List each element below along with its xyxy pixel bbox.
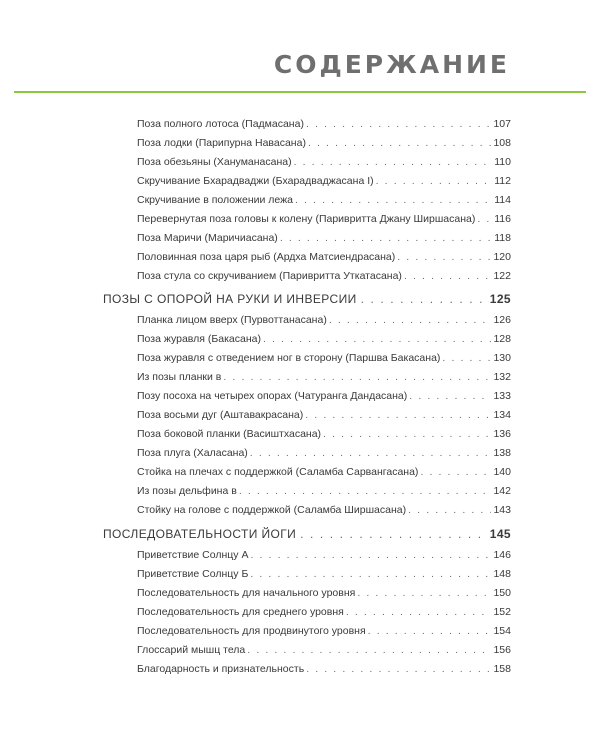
toc-entry-page: 128: [493, 333, 511, 345]
toc-section-heading[interactable]: [103, 292, 511, 306]
toc-entry-page: 112: [494, 175, 511, 187]
toc-entry[interactable]: [137, 663, 511, 675]
toc-entry[interactable]: [137, 568, 511, 580]
toc-entry[interactable]: [137, 466, 511, 478]
dot-leader: [300, 527, 486, 541]
dot-leader: [250, 568, 491, 580]
toc-entry-page: 120: [493, 251, 511, 263]
toc-section-heading[interactable]: [103, 527, 511, 541]
dot-leader: [223, 371, 491, 383]
dot-leader: [346, 606, 492, 618]
toc-entry-page: 143: [493, 504, 511, 516]
toc-entry-title: Поза журавля с отведением ног в сторону (Паршва Бакасана): [137, 352, 441, 364]
title-underline: [14, 91, 586, 93]
toc-entry[interactable]: [137, 333, 511, 345]
dot-leader: [368, 625, 492, 637]
toc-entry-title: Приветствие Солнцу Б: [137, 568, 249, 580]
dot-leader: [442, 352, 491, 364]
toc-entry-title: Из позы дельфина в: [137, 485, 237, 497]
dot-leader: [306, 663, 491, 675]
toc-entry-page: 133: [493, 390, 511, 402]
toc-entry-page: 114: [494, 194, 511, 206]
toc-entry-page: 150: [493, 587, 511, 599]
toc-entry-page: 154: [493, 625, 511, 637]
dot-leader: [250, 447, 492, 459]
toc-entry-page: 122: [493, 270, 511, 282]
toc-entry-page: 138: [493, 447, 511, 459]
dot-leader: [376, 175, 493, 187]
toc-entry[interactable]: [137, 270, 511, 282]
toc-entry-title: Скручивание в положении лежа: [137, 194, 293, 206]
toc-entry[interactable]: [137, 644, 511, 656]
toc-entry-title: Поза обезьяны (Хануманасана): [137, 156, 292, 168]
toc-entry[interactable]: [137, 232, 511, 244]
toc-entry-title: Перевернутая поза головы к колену (Паривритта Джану Ширшасана): [137, 213, 476, 225]
toc-entry[interactable]: [137, 156, 511, 168]
toc-entry-page: 134: [493, 409, 511, 421]
dot-leader: [477, 213, 492, 225]
dot-leader: [250, 549, 491, 561]
dot-leader: [306, 118, 492, 130]
toc-entry-title: Позу посоха на четырех опорах (Чатуранга Дандасана): [137, 390, 408, 402]
dot-leader: [361, 292, 486, 306]
dot-leader: [323, 428, 491, 440]
toc-entry-title: Поза лодки (Парипурна Навасана): [137, 137, 306, 149]
dot-leader: [408, 504, 491, 516]
toc-entry[interactable]: [137, 428, 511, 440]
toc-entry[interactable]: [137, 194, 511, 206]
toc-entry-title: Поза боковой планки (Васиштхасана): [137, 428, 322, 440]
toc-entry[interactable]: [137, 213, 511, 225]
toc-entry[interactable]: [137, 251, 511, 263]
toc-entry-title: Поза стула со скручиванием (Паривритта Уткатасана): [137, 270, 402, 282]
toc-entry-page: 107: [493, 118, 511, 130]
toc-entry[interactable]: [137, 371, 511, 383]
toc-entry[interactable]: [137, 137, 511, 149]
toc-entry-title: Поза плуга (Халасана): [137, 447, 248, 459]
toc-entry-page: 142: [493, 485, 511, 497]
dot-leader: [357, 587, 491, 599]
section-heading-title: ПОСЛЕДОВАТЕЛЬНОСТИ ЙОГИ: [103, 527, 297, 541]
toc-entry-title: Поза Маричи (Маричиасана): [137, 232, 278, 244]
toc-entry[interactable]: [137, 118, 511, 130]
toc-entry-title: Поза полного лотоса (Падмасана): [137, 118, 304, 130]
toc-entry[interactable]: [137, 485, 511, 497]
toc-entry-page: 136: [493, 428, 511, 440]
section-heading-page: 145: [489, 527, 511, 541]
toc-entry-title: Поза восьми дуг (Аштавакрасана): [137, 409, 304, 421]
dot-leader: [420, 466, 491, 478]
toc-entry[interactable]: [137, 587, 511, 599]
page-title: СОДЕРЖАНИЕ: [273, 50, 510, 79]
dot-leader: [295, 194, 492, 206]
toc-entry-page: 110: [494, 156, 511, 168]
toc-entry[interactable]: [137, 314, 511, 326]
toc-entry-title: Стойку на голове с поддержкой (Саламба Ширшасана): [137, 504, 407, 516]
toc-entry[interactable]: [137, 606, 511, 618]
toc-entry-page: 152: [493, 606, 511, 618]
toc-entry-title: Скручивание Бхарадваджи (Бхарадваджасана I): [137, 175, 374, 187]
toc-entry-page: 132: [493, 371, 511, 383]
dot-leader: [247, 644, 491, 656]
dot-leader: [280, 232, 492, 244]
toc-entry-page: 158: [493, 663, 511, 675]
toc-entry-title: Приветствие Солнцу А: [137, 549, 249, 561]
toc-entry-page: 146: [493, 549, 511, 561]
toc-entry-title: Благодарность и признательность: [137, 663, 305, 675]
toc-entry-page: 116: [494, 213, 511, 225]
toc-entry-title: Последовательность для продвинутого уровня: [137, 625, 366, 637]
dot-leader: [409, 390, 491, 402]
toc-entry-title: Последовательность для начального уровня: [137, 587, 356, 599]
dot-leader: [305, 409, 491, 421]
toc-entry[interactable]: [137, 504, 511, 516]
dot-leader: [404, 270, 492, 282]
dot-leader: [294, 156, 493, 168]
section-heading-page: 125: [489, 292, 511, 306]
dot-leader: [308, 137, 492, 149]
toc-entry-title: Стойка на плечах с поддержкой (Саламба Сарвангасана): [137, 466, 419, 478]
toc-entry-page: 148: [493, 568, 511, 580]
dot-leader: [239, 485, 492, 497]
toc-entry[interactable]: [137, 390, 511, 402]
toc-entry-page: 130: [493, 352, 511, 364]
toc-entry-page: 118: [494, 232, 511, 244]
toc-entry[interactable]: [137, 175, 511, 187]
toc-entry-title: Поза журавля (Бакасана): [137, 333, 261, 345]
toc-entry[interactable]: [137, 352, 511, 364]
toc-entry[interactable]: [137, 549, 511, 561]
toc-entry-title: Планка лицом вверх (Пурвоттанасана): [137, 314, 327, 326]
dot-leader: [329, 314, 492, 326]
toc-entry-page: 126: [493, 314, 511, 326]
dot-leader: [397, 251, 491, 263]
toc-entry-page: 108: [493, 137, 511, 149]
toc-entry-page: 156: [493, 644, 511, 656]
toc-entry[interactable]: [137, 409, 511, 421]
toc-entry-title: Половинная поза царя рыб (Ардха Матсиендрасана): [137, 251, 396, 263]
toc-entry-page: 140: [493, 466, 511, 478]
toc-entry-title: Последовательность для среднего уровня: [137, 606, 344, 618]
toc-entry[interactable]: [137, 447, 511, 459]
toc-entry-title: Из позы планки в: [137, 371, 222, 383]
dot-leader: [263, 333, 491, 345]
toc-entry[interactable]: [137, 625, 511, 637]
toc-entry-title: Глоссарий мышц тела: [137, 644, 246, 656]
section-heading-title: ПОЗЫ С ОПОРОЙ НА РУКИ И ИНВЕРСИИ: [103, 292, 357, 306]
